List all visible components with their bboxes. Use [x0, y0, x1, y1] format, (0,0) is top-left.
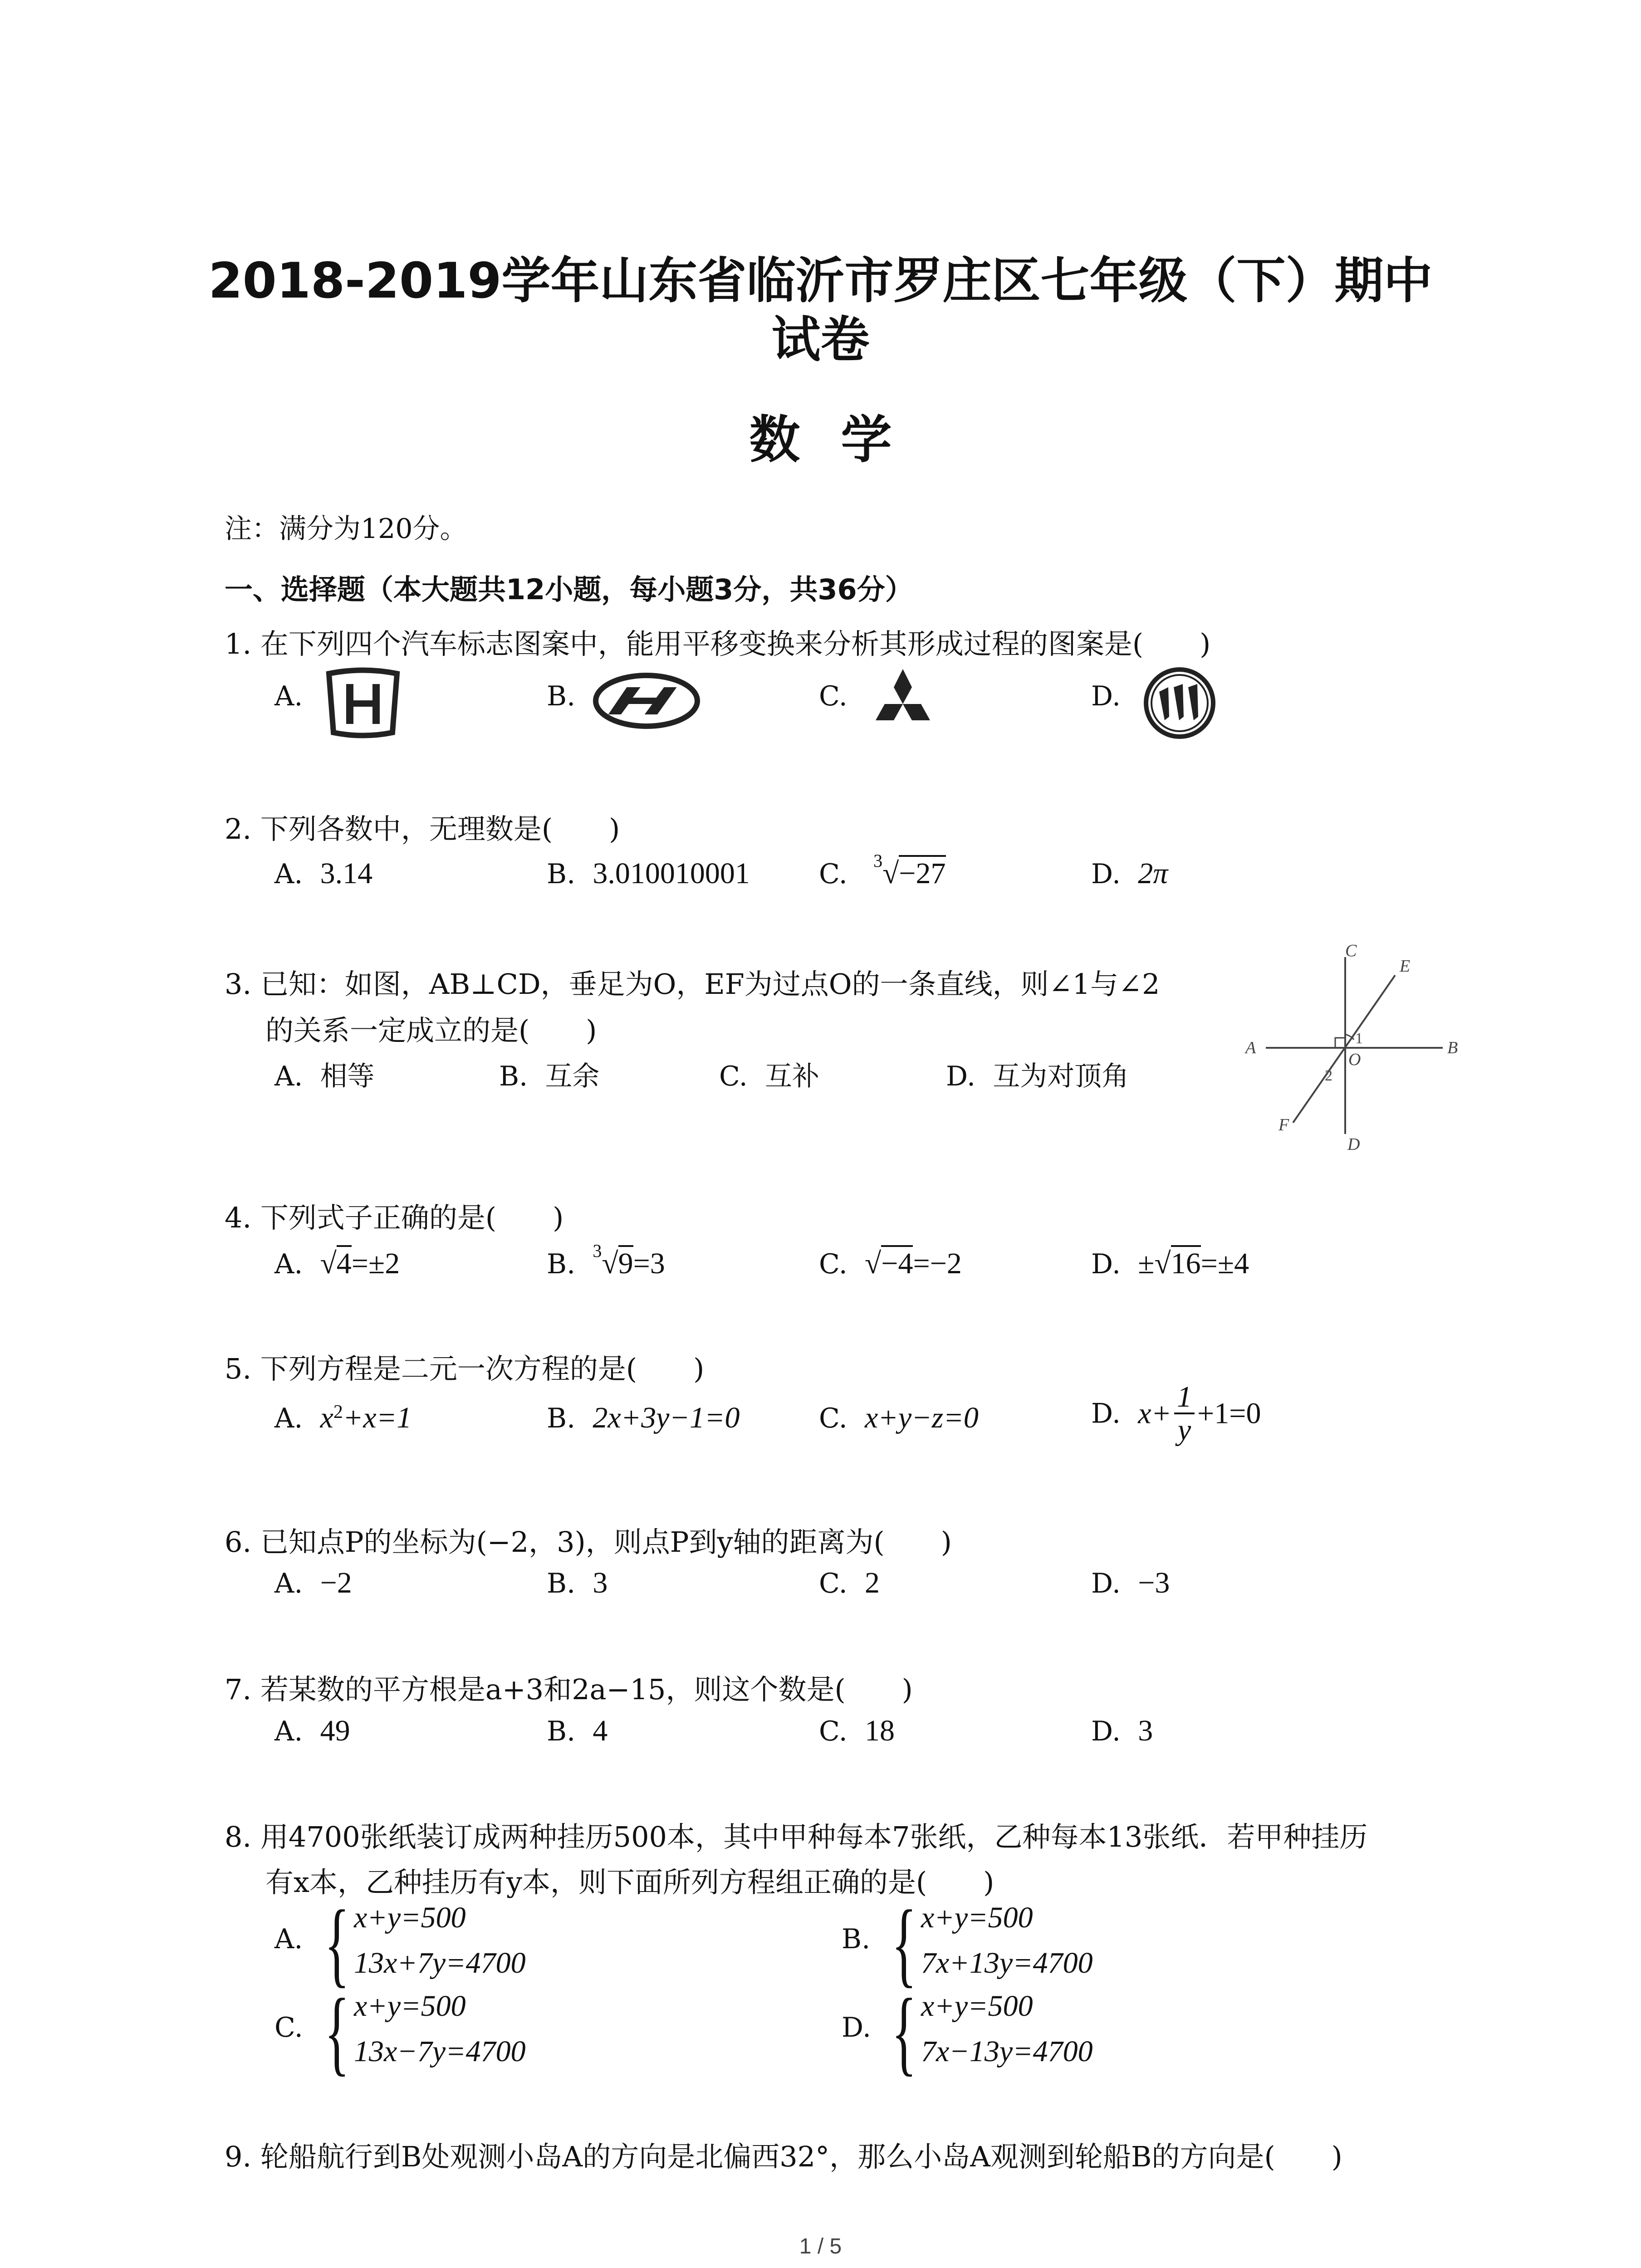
q5-option-d: D. x+ $\frac{1}{y}$ +1=0	[1091, 1380, 1261, 1447]
right-angle-mark	[1335, 1038, 1345, 1048]
q6-option-a: A. −2	[274, 1566, 352, 1599]
q7-option-a: A. 49	[274, 1714, 350, 1747]
q4-option-a: A. √4=±2	[274, 1246, 400, 1281]
q8-option-a-label: A.	[274, 1923, 303, 1955]
radical-sign-icon: √	[1154, 1247, 1171, 1280]
question-3-line2: 的关系一定成立的是( )	[265, 1014, 597, 1047]
q8-d-eq1: x+y=500	[921, 1989, 1033, 2023]
q8-b-eq2: 7x+13y=4700	[921, 1946, 1093, 1980]
q1-option-a-label: A.	[274, 680, 303, 712]
q2-option-c: C. $^3$√−27	[819, 850, 946, 890]
q8-b-eq1: x+y=500	[921, 1901, 1033, 1934]
section-heading: 一、选择题（本大题共12小题，每小题3分，共36分）	[225, 573, 913, 606]
page-title-line1: 2018-2019学年山东省临沂市罗庄区七年级（下）期中	[208, 253, 1433, 309]
question-6: 6. 已知点P的坐标为(−2，3)，则点P到y轴的距离为( )	[225, 1525, 952, 1559]
q8-a-eq2: 13x+7y=4700	[354, 1946, 526, 1980]
q6-option-b: B. 3	[547, 1566, 608, 1599]
q3-option-a: A. 相等	[274, 1061, 375, 1092]
line-ef	[1293, 975, 1395, 1123]
label-c: C	[1345, 943, 1357, 960]
question-3-line1: 3. 已知：如图，AB⊥CD，垂足为O，EF为过点O的一条直线，则∠1与∠2	[225, 968, 1160, 1001]
label-o: O	[1348, 1050, 1361, 1069]
q2-option-b: B. 3.010010001	[547, 857, 750, 890]
q6-option-c: C. 2	[819, 1566, 880, 1599]
question-7: 7. 若某数的平方根是a+3和2a−15，则这个数是( )	[225, 1673, 913, 1706]
radical-sign-icon: √	[320, 1247, 337, 1280]
q8-a-eq1: x+y=500	[354, 1901, 466, 1934]
buick-logo-icon	[1141, 667, 1218, 739]
question-9: 9. 轮船航行到B处观测小岛A的方向是北偏西32°，那么小岛A观测到轮船B的方向是( )	[225, 2140, 1342, 2173]
mitsubishi-logo-icon	[864, 667, 941, 739]
label-f: F	[1279, 1115, 1289, 1134]
radical-sign-icon: √	[882, 857, 899, 890]
question-5: 5. 下列方程是二元一次方程的是( )	[225, 1352, 705, 1385]
radical-sign-icon: √	[602, 1247, 618, 1280]
honda-logo-icon	[324, 667, 402, 739]
page-number: 1 / 5	[799, 2234, 842, 2258]
q5-option-b: B. 2x+3y−1=0	[547, 1401, 740, 1434]
q4-option-d: D. ±√16=±4	[1091, 1246, 1249, 1281]
brace-icon: {	[892, 1980, 917, 2085]
hyundai-logo-icon	[592, 671, 701, 730]
q8-option-d-label: D.	[842, 2012, 872, 2043]
perpendicular-lines-figure	[1243, 943, 1488, 1152]
q1-option-b-label: B.	[547, 680, 576, 712]
q5-option-a: A. $x^2+x=1$	[274, 1401, 412, 1434]
q8-option-b-label: B.	[842, 1923, 871, 1955]
brace-icon: {	[892, 1891, 917, 1996]
q8-option-c-label: C.	[274, 2012, 303, 2043]
label-d: D	[1347, 1135, 1360, 1152]
q1-option-c-label: C.	[819, 680, 847, 712]
question-4: 4. 下列式子正确的是( )	[225, 1201, 564, 1234]
q7-option-c: C. 18	[819, 1714, 895, 1747]
q4-option-b: B. $^3$√9=3	[547, 1241, 665, 1280]
question-8-line2: 有x本，乙种挂历有y本，则下面所列方程组正确的是( )	[265, 1866, 994, 1899]
label-b: B	[1447, 1038, 1458, 1057]
q5-option-c: C. x+y−z=0	[819, 1401, 979, 1434]
subject-title: 数学	[749, 411, 933, 469]
q1-option-d-label: D.	[1091, 680, 1121, 712]
q7-option-d: D. 3	[1091, 1714, 1153, 1747]
brace-icon: {	[324, 1980, 350, 2085]
q2-option-a: A. 3.14	[274, 857, 373, 890]
q3-option-b: B. 互余	[499, 1061, 600, 1092]
label-e: E	[1400, 957, 1411, 976]
q8-d-eq2: 7x−13y=4700	[921, 2035, 1093, 2068]
score-note: 注：满分为120分。	[225, 513, 467, 545]
q8-c-eq1: x+y=500	[354, 1989, 466, 2023]
q7-option-b: B. 4	[547, 1714, 608, 1747]
angle-1-label: 1	[1355, 1030, 1363, 1047]
radical-sign-icon: √	[865, 1247, 882, 1280]
angle-2-label: 2	[1325, 1067, 1332, 1084]
question-1: 1. 在下列四个汽车标志图案中，能用平移变换来分析其形成过程的图案是( )	[225, 627, 1211, 660]
q6-option-d: D. −3	[1091, 1566, 1170, 1599]
question-2: 2. 下列各数中，无理数是( )	[225, 812, 620, 846]
q8-c-eq2: 13x−7y=4700	[354, 2035, 526, 2068]
label-a: A	[1245, 1038, 1256, 1057]
q3-option-d: D. 互为对顶角	[946, 1061, 1129, 1092]
q3-option-c: C. 互补	[719, 1061, 819, 1092]
question-8-line1: 8. 用4700张纸装订成两种挂历500本，其中甲种每本7张纸，乙种每本13张纸．若甲种挂历	[225, 1820, 1368, 1853]
brace-icon: {	[324, 1891, 350, 1996]
q4-option-c: C. √−4=−2	[819, 1246, 962, 1281]
page-title-line2: 试卷	[771, 312, 870, 368]
q2-option-d: D. 2π	[1091, 857, 1168, 890]
